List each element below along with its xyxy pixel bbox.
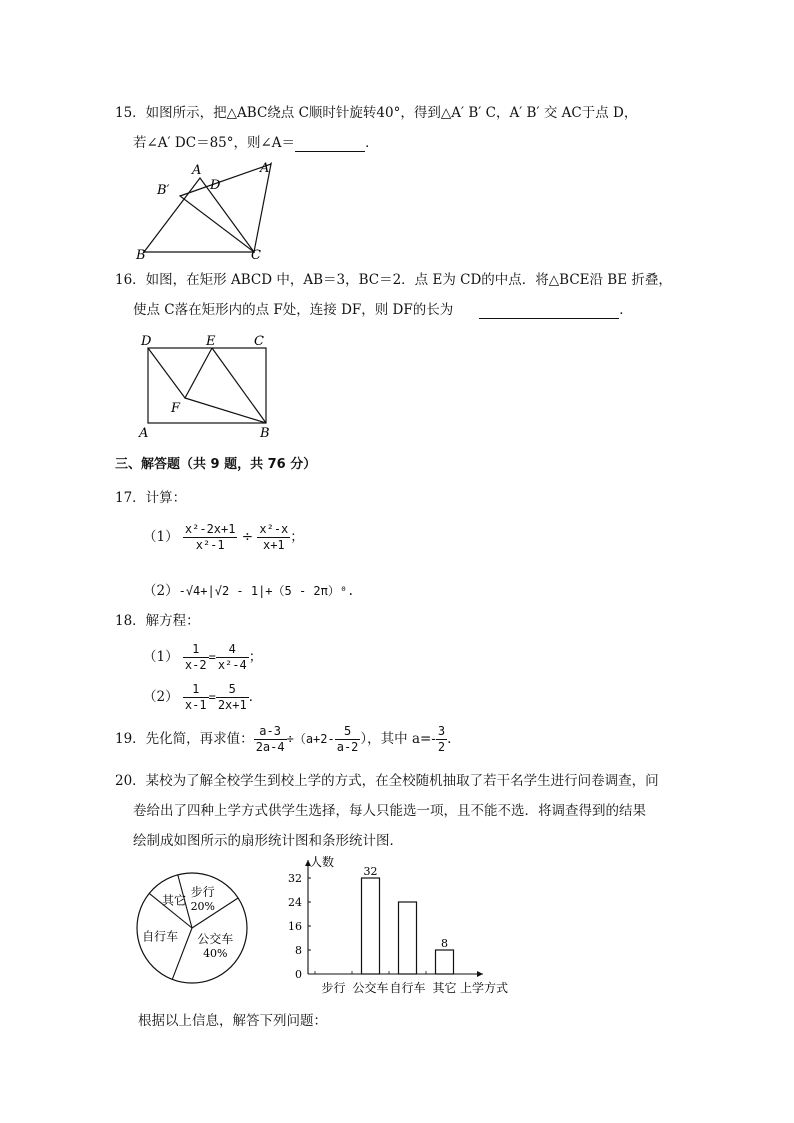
q20-line1: 20．某校为了解全校学生到校上学的方式，在全校随机抽取了若干名学生进行问卷调查，问 (115, 773, 659, 789)
numerator: 3 (437, 724, 446, 738)
q18-part1 (143, 642, 262, 678)
q19-fraction2 (335, 724, 361, 755)
denominator: x-1 (184, 698, 207, 712)
bar-公交车 (362, 878, 380, 974)
q18-p2-end: ． (248, 689, 263, 705)
q18-p1-label: （1） (143, 649, 179, 665)
q18-p1-right-fraction (216, 642, 249, 673)
q18-p2-left-fraction (183, 682, 209, 713)
q16-prompt: 使点 C落在矩形内的点 F处，连接 DF，则 DF的长为 (133, 302, 454, 318)
numerator: x²-x (259, 522, 289, 536)
q15-line1: 15．如图所示，把△ABC绕点 C顺时针旋转40°，得到△A′ B′ C，A′ B′ 交 AC于点 D， (115, 105, 638, 121)
denominator: x²-4 (217, 658, 247, 672)
q16-end: ． (619, 302, 633, 318)
q19-fraction3 (436, 724, 447, 755)
q17-title: 17．计算： (115, 490, 187, 506)
q17-p1-fraction1 (183, 522, 238, 553)
numerator: 5 (335, 724, 361, 740)
label-c: C (254, 334, 264, 349)
bar-value-label-其它: 8 (441, 937, 448, 950)
pie-slice-label-其它: 其它 (161, 893, 187, 908)
label-f: F (171, 401, 181, 416)
denominator: 2x+1 (217, 698, 247, 712)
label-b: B (136, 248, 146, 263)
y-tick-label-0: 0 (295, 968, 302, 981)
numerator: x²-2x+1 (184, 522, 236, 536)
pie-slice-label-自行车: 自行车 (142, 929, 179, 944)
label-d: D (141, 334, 152, 349)
q19-fraction1 (254, 724, 287, 755)
segment-eb (212, 348, 266, 423)
q15-answer-blank[interactable] (295, 137, 365, 152)
denominator: x-2 (184, 658, 207, 672)
label-a: A (192, 163, 202, 178)
y-tick-label-8: 8 (295, 944, 302, 957)
q16-figure (134, 332, 284, 444)
q17-p1-fraction2 (257, 522, 290, 553)
denominator: 2a-4 (255, 740, 285, 754)
q15-figure (130, 156, 290, 264)
q17-part2 (143, 582, 354, 600)
q18-p2-label: （2） (143, 689, 179, 705)
pie-slice-label-步行: 步行 (190, 885, 215, 899)
label-c: C (251, 248, 261, 263)
q17-p1-end: ； (290, 529, 304, 545)
q17-p2-expression: -√4+|√2 - 1|+（5 - 2π）⁰. (178, 584, 355, 598)
denominator: a-2 (336, 740, 359, 754)
q18-p2-right-fraction (216, 682, 249, 713)
q20-prompt: 根据以上信息，解答下列问题： (138, 1013, 327, 1029)
q19-middle: ÷（a+2- (286, 732, 335, 746)
pie-slice-label-公交车: 公交车 (197, 931, 234, 946)
x-axis-arrow (477, 971, 483, 977)
equals-sign: = (208, 690, 216, 704)
q18-p1-left-fraction (183, 642, 209, 673)
numerator: a-3 (254, 724, 287, 740)
numerator: 4 (216, 642, 249, 658)
q16-answer-blank[interactable] (479, 304, 619, 319)
y-tick-label-32: 32 (288, 872, 302, 885)
q16-line2 (133, 301, 633, 319)
pie-chart (130, 862, 260, 992)
pie-slice-percent-步行: 20% (190, 900, 216, 913)
equals-sign: = (208, 650, 216, 664)
label-a: A (139, 426, 149, 441)
x-tick-label-公交车: 公交车 (352, 981, 389, 995)
q17-p1-divide: ÷ (241, 529, 254, 545)
bar-其它 (436, 950, 454, 974)
y-axis-label: 人数 (310, 855, 335, 869)
q18-part2 (143, 682, 262, 718)
q15-end: ． (365, 135, 379, 151)
q18-p1-end: ； (248, 649, 263, 665)
y-tick-label-24: 24 (288, 896, 302, 909)
denominator: 2 (437, 740, 446, 754)
x-tick-label-步行: 步行 (321, 981, 346, 995)
bar-chart (278, 852, 528, 1002)
q17-part1 (143, 522, 304, 562)
q20-line3: 绘制成如图所示的扇形统计图和条形统计图． (133, 833, 403, 849)
segment-fb (185, 398, 266, 423)
bar-value-label-公交车: 32 (363, 865, 378, 878)
rectangle-abcd (148, 348, 266, 423)
label-b: B (260, 426, 270, 441)
x-tick-label-其它: 其它 (432, 981, 457, 995)
q18-title: 18．解方程： (115, 613, 200, 629)
q15-line2 (133, 134, 379, 152)
q19-condition: ），其中 a=- (360, 731, 436, 747)
q17-p1-label: （1） (143, 529, 179, 545)
label-d: D (210, 178, 221, 193)
label-e: E (206, 334, 216, 349)
q17-p2-label: （2） (143, 583, 179, 599)
denominator: x²-1 (195, 538, 225, 552)
bar-自行车 (399, 902, 417, 974)
label-a-prime: A′ (260, 161, 273, 176)
y-tick-label-16: 16 (288, 920, 302, 933)
numerator: 1 (183, 642, 209, 658)
q19-end: . (447, 731, 452, 747)
numerator: 5 (216, 682, 249, 698)
pie-slice-percent-公交车: 40% (203, 946, 228, 960)
x-axis-label: 上学方式 (460, 981, 509, 995)
q19-line (115, 724, 451, 760)
q15-prompt: 若∠A′ DC＝85°，则∠A＝ (133, 135, 296, 151)
label-b-prime: B′ (157, 183, 170, 198)
q16-line1: 16．如图，在矩形 ABCD 中，AB＝3，BC＝2．点 E为 CD的中点．将△BCE沿 BE 折叠， (115, 272, 672, 288)
section-heading: 三、解答题（共 9 题，共 76 分） (115, 457, 317, 472)
numerator: 1 (183, 682, 209, 698)
denominator: x+1 (262, 538, 285, 552)
x-tick-label-自行车: 自行车 (389, 981, 426, 995)
fold-lines-df-fe (148, 348, 212, 398)
q19-prompt: 19．先化简，再求值： (115, 731, 254, 747)
q20-line2: 卷给出了四种上学方式供学生选择，每人只能选一项，且不能不选．将调查得到的结果 (133, 803, 646, 819)
